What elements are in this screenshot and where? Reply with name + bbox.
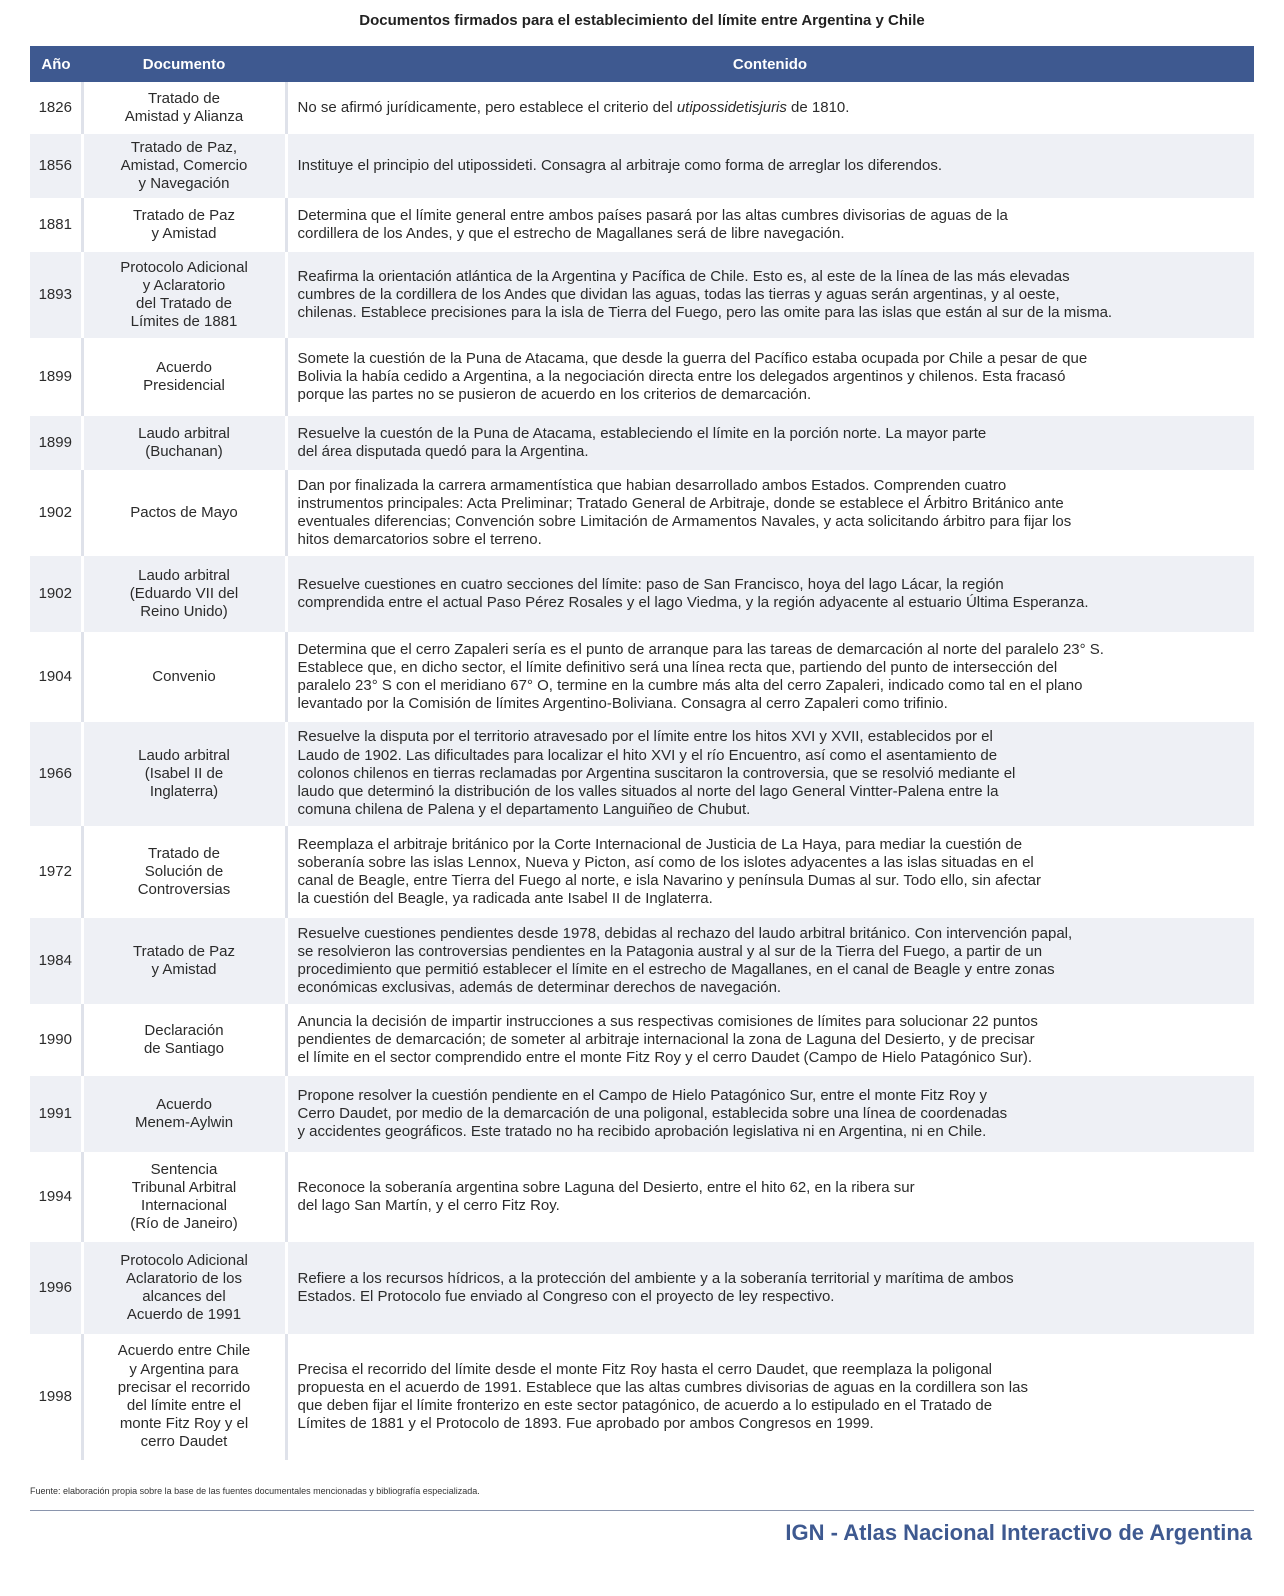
table-row xyxy=(30,1076,1254,1152)
row-year: 1904 xyxy=(38,667,72,685)
table-row xyxy=(30,134,1254,198)
row-year: 1991 xyxy=(38,1104,72,1122)
row-document: Protocolo Adicional Aclaratorio de los alcances del Acuerdo de 1991 xyxy=(82,1242,286,1334)
table-row xyxy=(30,470,1254,556)
row-year: 1966 xyxy=(38,764,72,782)
row-document: Acuerdo Presidencial xyxy=(82,338,286,416)
content-text: de 1810. xyxy=(786,98,850,116)
row-content: Resuelve cuestiones en cuatro secciones del límite: paso de San Francisco, hoya del lago Lácar, la región comprendida entre el actual Paso Pérez Rosales y el lago Viedma, y la región adyacente al estuario Última Esperanza. xyxy=(297,575,1089,611)
row-content: Reafirma la orientación atlántica de la Argentina y Pacífica de Chile. Esto es, al este de la línea de las más elevadas cumbres de la cordillera de los Andes que dividan las aguas, todas las tierras y aguas serán argentinas, y al oeste, chilenas. Establece precisiones para la isla de Tierra del Fuego, pero las omite para las islas que están al sur de la misma. xyxy=(297,267,1113,322)
row-year: 1990 xyxy=(38,1030,72,1048)
header-year: Año xyxy=(41,55,71,73)
row-document: Tratado de Amistad y Alianza xyxy=(82,82,286,134)
header-content: Contenido xyxy=(732,55,808,73)
row-year: 1881 xyxy=(38,215,72,233)
table-row xyxy=(30,556,1254,632)
row-document: Laudo arbitral (Buchanan) xyxy=(82,416,286,470)
table-header-row xyxy=(30,46,1254,82)
row-content: Determina que el límite general entre ambos países pasará por las altas cumbres divisorias de aguas de la cordillera de los Andes, y que el estrecho de Magallanes será de libre navegación. xyxy=(297,206,1008,242)
row-content: Resuelve la cuestón de la Puna de Atacama, estableciendo el límite en la porción norte. La mayor parte del área disputada quedó para la Argentina. xyxy=(297,424,987,460)
table-row xyxy=(30,416,1254,470)
table-row xyxy=(30,1242,1254,1334)
row-document: Tratado de Solución de Controversias xyxy=(82,826,286,918)
brand-label: IGN - Atlas Nacional Interactivo de Argentina xyxy=(785,1520,1252,1545)
row-content: Instituye el principio del utipossideti. Consagra al arbitraje como forma de arreglar los diferendos. xyxy=(297,156,942,174)
row-document: Sentencia Tribunal Arbitral Internacional (Río de Janeiro) xyxy=(82,1152,286,1242)
boundary-documents-table xyxy=(30,46,1254,1460)
row-year: 1996 xyxy=(38,1278,72,1296)
row-content xyxy=(286,82,1254,134)
row-content: Dan por finalizada la carrera armamentística que habian desarrollado ambos Estados. Comprenden cuatro instrumentos principales: Acta Preliminar; Tratado General de Arbitraje, donde se establece el Árbitro Británico ante eventuales diferencias; Convención sobre Limitación de Armamentos Navales, y acta solicitando árbitro para fijar los hitos demarcatorios sobre el terreno. xyxy=(297,476,1072,549)
row-year: 1893 xyxy=(38,285,72,303)
footer-divider xyxy=(30,1510,1254,1511)
content-text: No se afirmó jurídicamente, pero establece el criterio del xyxy=(297,98,677,116)
row-document: Convenio xyxy=(82,632,286,722)
table-row xyxy=(30,82,1254,134)
table-body xyxy=(30,82,1254,1460)
row-content: Resuelve la disputa por el territorio atravesado por el límite entre los hitos XVI y XVII, establecidos por el Laudo de 1902. Las dificultades para localizar el hito XVI y el río Encuentro, así como el asentamiento de colonos chilenos en tierras reclamadas por Argentina suscitaron la controversia, que se resolvió mediante el laudo que determinó la distribución de los valles situados al norte del lago General Vintter-Palena entre la comuna chilena de Palena y el departamento Languiñeo de Chubut. xyxy=(297,728,1016,819)
row-content: Precisa el recorrido del límite desde el monte Fitz Roy hasta el cerro Daudet, que reemplaza la poligonal propuesta en el acuerdo de 1991. Establece que las altas cumbres divisorias de aguas en la cordillera son las que deben fijar el límite fronterizo en este sector patagónico, de acuerdo a lo estipulado en el Tratado de Límites de 1881 y el Protocolo de 1893. Fue aprobado por ambos Congresos en 1999. xyxy=(297,1360,1028,1433)
row-document: Protocolo Adicional y Aclaratorio del Tratado de Límites de 1881 xyxy=(82,252,286,338)
table-row xyxy=(30,252,1254,338)
row-content: Reconoce la soberanía argentina sobre Laguna del Desierto, entre el hito 62, en la ribera sur del lago San Martín, y el cerro Fitz Roy. xyxy=(297,1178,915,1214)
table-row xyxy=(30,338,1254,416)
row-content: Refiere a los recursos hídricos, a la protección del ambiente y a la soberanía territorial y marítima de ambos Estados. El Protocolo fue enviado al Congreso con el proyecto de ley respectivo. xyxy=(297,1269,1014,1305)
row-year: 1902 xyxy=(38,584,72,602)
table-row xyxy=(30,198,1254,252)
row-document: Tratado de Paz, Amistad, Comercio y Navegación xyxy=(82,134,286,198)
table-row xyxy=(30,722,1254,826)
page-title: Documentos firmados para el establecimiento del límite entre Argentina y Chile xyxy=(359,12,925,29)
row-content: Propone resolver la cuestión pendiente en el Campo de Hielo Patagónico Sur, entre el monte Fitz Roy y Cerro Daudet, por medio de la demarcación de una poligonal, establecida sobre una línea de coordenadas y accidentes geográficos. Este tratado no ha recibido aprobación legislativa ni en Argentina, ni en Chile. xyxy=(297,1086,1008,1141)
row-content: Somete la cuestión de la Puna de Atacama, que desde la guerra del Pacífico estaba ocupada por Chile a pesar de que Bolivia la había cedido a Argentina, a la negociación directa entre los delegados argentinos y chilenos. Esta fracasó porque las partes no se pusieron de acuerdo en los criterios de demarcación. xyxy=(297,349,1088,404)
row-document: Declaración de Santiago xyxy=(82,1004,286,1076)
row-year: 1984 xyxy=(38,951,72,969)
row-document: Acuerdo entre Chile y Argentina para precisar el recorrido del límite entre el monte Fitz Roy y el cerro Daudet xyxy=(82,1334,286,1460)
header-document: Documento xyxy=(142,55,226,73)
table-row xyxy=(30,1334,1254,1460)
row-document: Tratado de Paz y Amistad xyxy=(82,918,286,1004)
row-document: Laudo arbitral (Eduardo VII del Reino Unido) xyxy=(82,556,286,632)
row-content: Anuncia la decisión de impartir instrucciones a sus respectivas comisiones de límites para solucionar 22 puntos pendientes de demarcación; de someter al arbitraje internacional la zona de Laguna del Desierto, y de precisar el límite en el sector comprendido entre el monte Fitz Roy y el cerro Daudet (Campo de Hielo Patagónico Sur). xyxy=(297,1012,1038,1067)
row-year: 1899 xyxy=(38,367,72,385)
row-content: Resuelve cuestiones pendientes desde 1978, debidas al rechazo del laudo arbitral británico. Con intervención papal, se resolvieron las controversias pendientes en la Patagonia austral y al sur de la Tierra del Fuego, a partir de un procedimiento que permitió establecer el límite en el estrecho de Magallanes, en el canal de Beagle y entre zonas económicas exclusivas, además de determinar derechos de navegación. xyxy=(297,924,1073,997)
table-row xyxy=(30,1152,1254,1242)
row-year: 1826 xyxy=(38,98,72,116)
row-year: 1998 xyxy=(38,1387,72,1405)
row-year: 1899 xyxy=(38,433,72,451)
row-year: 1994 xyxy=(38,1187,72,1205)
row-year: 1856 xyxy=(38,156,72,174)
row-document: Pactos de Mayo xyxy=(82,470,286,556)
row-document: Acuerdo Menem-Aylwin xyxy=(82,1076,286,1152)
row-year: 1972 xyxy=(38,862,72,880)
table-row xyxy=(30,918,1254,1004)
table-row xyxy=(30,632,1254,722)
row-document: Tratado de Paz y Amistad xyxy=(82,198,286,252)
row-document: Laudo arbitral (Isabel II de Inglaterra) xyxy=(82,722,286,826)
row-content: Determina que el cerro Zapaleri sería es el punto de arranque para las tareas de demarcación al norte del paralelo 23° S. Establece que, en dicho sector, el límite definitivo será una línea recta que, partiendo del punto de intersección del paralelo 23° S con el meridiano 67° O, termine en la cumbre más alta del cerro Zapaleri, indicado como tal en el plano levantado por la Comisión de límites Argentino-Boliviana. Consagra al cerro Zapaleri como trifinio. xyxy=(297,640,1104,713)
table-row xyxy=(30,1004,1254,1076)
row-year: 1902 xyxy=(38,503,72,521)
content-emphasis: utipossidetisjuris xyxy=(676,98,787,116)
row-content: Reemplaza el arbitraje británico por la Corte Internacional de Justicia de La Haya, para mediar la cuestión de soberanía sobre las islas Lennox, Nueva y Picton, así como de los islotes adyacentes a las islas situadas en el canal de Beagle, entre Tierra del Fuego al norte, e isla Navarino y península Dumas al sur. Todo ello, sin afectar la cuestión del Beagle, ya radicada ante Isabel II de Inglaterra. xyxy=(297,835,1041,908)
table-row xyxy=(30,826,1254,918)
source-note: Fuente: elaboración propia sobre la base de las fuentes documentales mencionadas y bibliografía especializada. xyxy=(30,1486,480,1496)
